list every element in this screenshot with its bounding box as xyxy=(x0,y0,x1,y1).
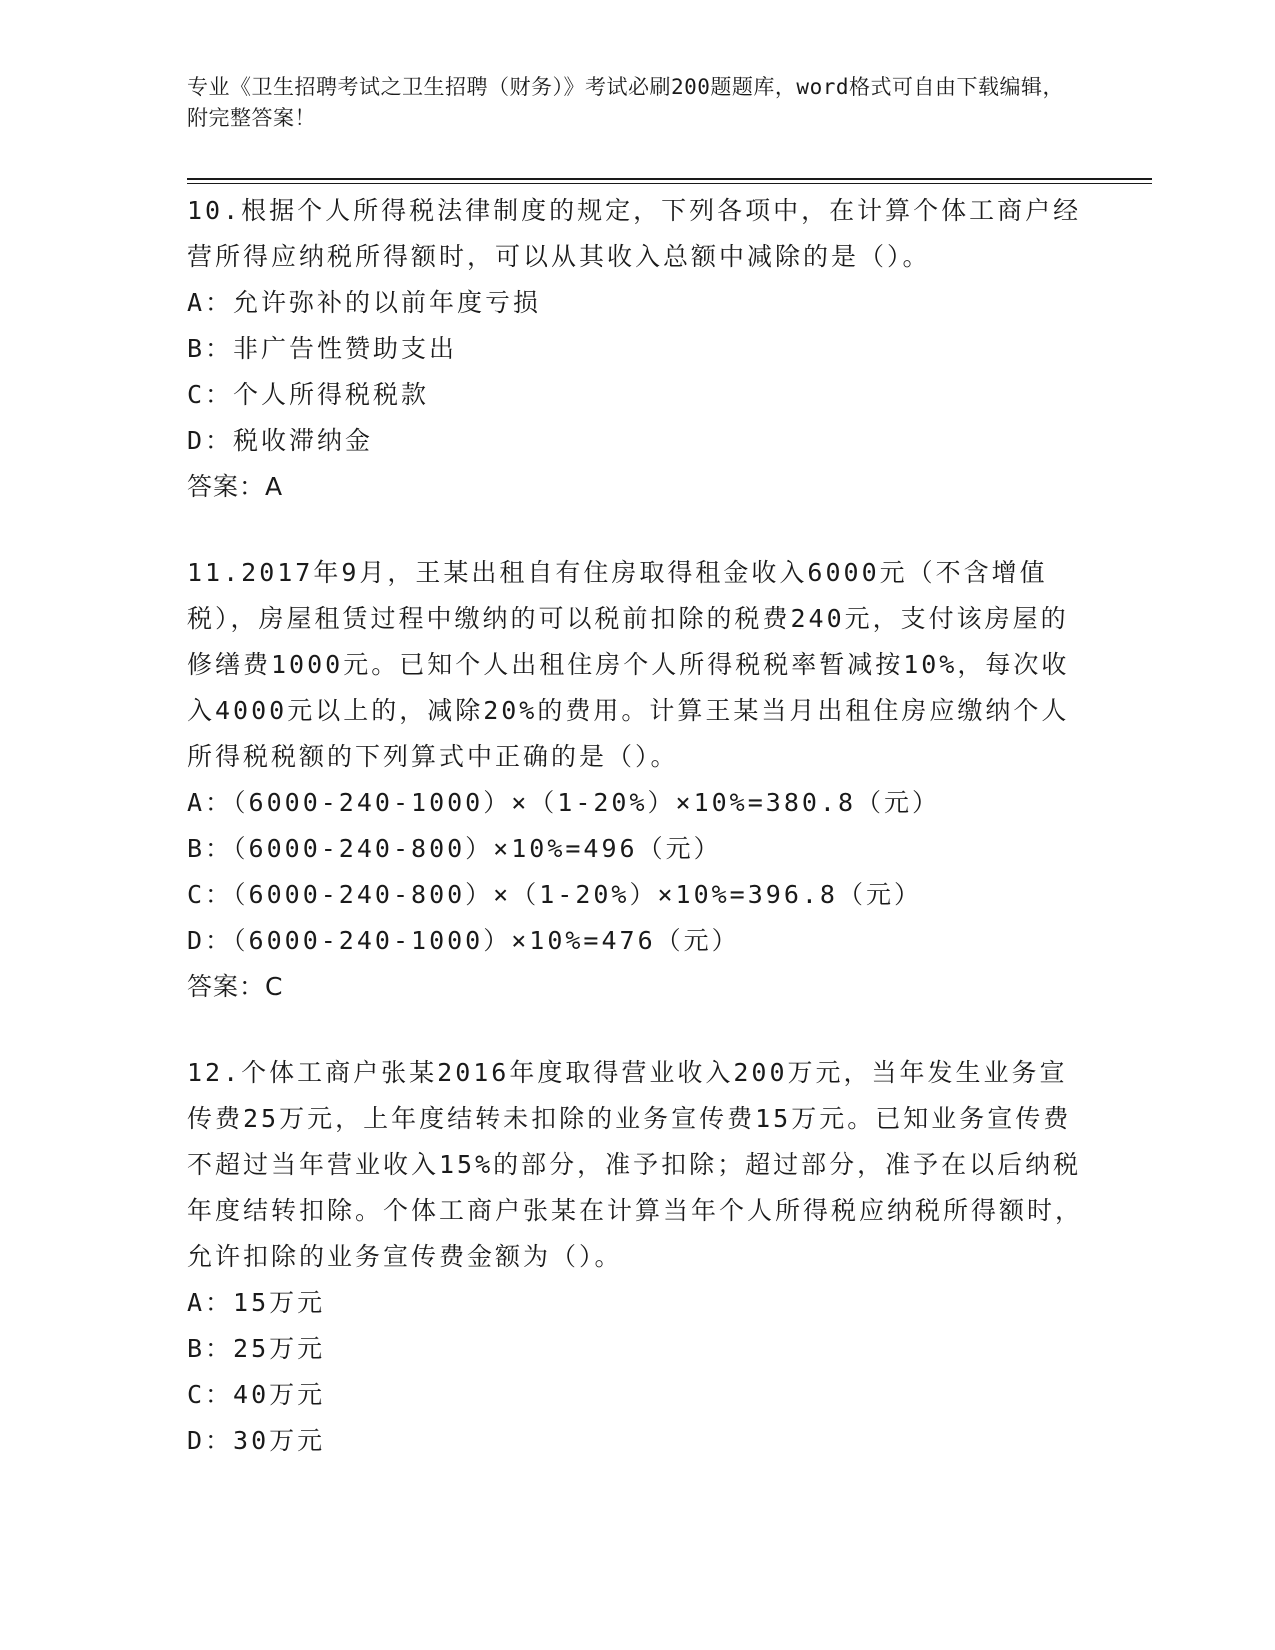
option-b: B：25万元 xyxy=(187,1334,326,1363)
option-a: A：15万元 xyxy=(187,1288,326,1317)
option-list xyxy=(187,780,1087,964)
question-12 xyxy=(187,1050,1087,1464)
option-c: C：40万元 xyxy=(187,1380,326,1409)
question-stem: 10.根据个人所得税法律制度的规定，下列各项中，在计算个体工商户经营所得应纳税所得额时，可以从其收入总额中减除的是（）。 xyxy=(187,196,1082,271)
option-d: D：30万元 xyxy=(187,1426,326,1455)
answer: 答案：A xyxy=(187,472,284,501)
option-b: B：非广告性赞助支出 xyxy=(187,334,458,363)
option-a: A：（6000-240-1000）×（1-20%）×10%=380.8（元） xyxy=(187,788,941,817)
header-divider-thick xyxy=(187,178,1152,180)
option-d: D：税收滞纳金 xyxy=(187,426,374,455)
header-divider-thin xyxy=(187,183,1152,184)
option-list xyxy=(187,280,1087,464)
option-a: A：允许弥补的以前年度亏损 xyxy=(187,288,542,317)
option-b: B：（6000-240-800）×10%=496（元） xyxy=(187,834,722,863)
question-stem: 11.2017年9月，王某出租自有住房取得租金收入6000元（不含增值税），房屋租赁过程中缴纳的可以税前扣除的税费240元，支付该房屋的修缮费1000元。已知个人出租住房个人所得税税率暂减按10%，每次收入4000元以上的，减除20%的费用。计算王某当月出租住房应缴纳个人所得税税额的下列算式中正确的是（）。 xyxy=(187,558,1070,771)
option-list xyxy=(187,1280,1087,1464)
question-11 xyxy=(187,550,1087,1010)
option-d: D：（6000-240-1000）×10%=476（元） xyxy=(187,926,740,955)
option-c: C：个人所得税税款 xyxy=(187,380,430,409)
question-10 xyxy=(187,188,1087,510)
question-stem: 12.个体工商户张某2016年度取得营业收入200万元，当年发生业务宣传费25万元，上年度结转未扣除的业务宣传费15万元。已知业务宣传费不超过当年营业收入15%的部分，准予扣除；超过部分，准予在以后纳税年度结转扣除。个体工商户张某在计算当年个人所得税应纳税所得额时，允许扣除的业务宣传费金额为（）。 xyxy=(187,1058,1084,1271)
document-header: 专业《卫生招聘考试之卫生招聘（财务）》考试必刷200题题库，word格式可自由下载编辑，附完整答案！ xyxy=(187,75,1064,130)
answer: 答案：C xyxy=(187,972,284,1001)
option-c: C：（6000-240-800）×（1-20%）×10%=396.8（元） xyxy=(187,880,922,909)
